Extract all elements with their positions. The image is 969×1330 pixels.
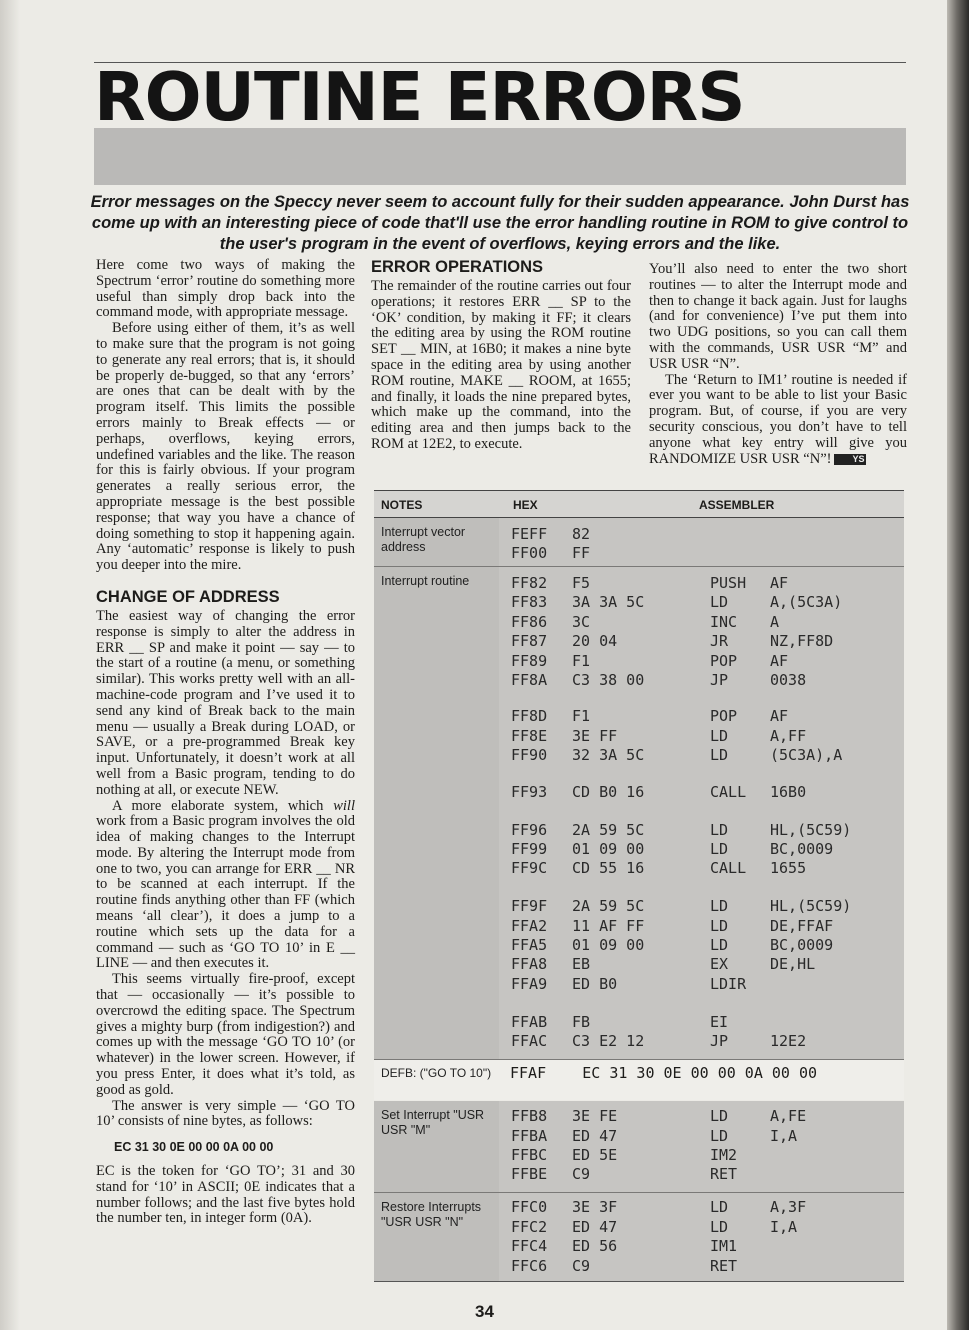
- operands: A,3F: [770, 1198, 807, 1216]
- section-heading: ERROR OPERATIONS: [371, 258, 544, 276]
- section-heading: CHANGE OF ADDRESS: [96, 587, 280, 606]
- byte-sequence: EC 31 30 0E 00 00 0A 00 00: [114, 1140, 274, 1155]
- paragraph: [96, 799, 355, 973]
- operands: NZ,FF8D: [770, 632, 834, 650]
- address: FF8D: [511, 707, 548, 725]
- column-2: [371, 258, 631, 453]
- intro-standfirst: Error messages on the Speccy never seem to account fully for their sudden appearance. John Durst has come up with an interesting piece of code that'll use the error handling routine in ROM to give control to the user's program in the event of overflows, keying errors and the like.: [90, 193, 910, 253]
- operands: I,A: [770, 1218, 798, 1236]
- address: FFB8: [511, 1107, 548, 1125]
- mnemonic: JR: [710, 632, 729, 650]
- mnemonic: CALL: [710, 783, 747, 801]
- mnemonic: IM2: [710, 1146, 738, 1164]
- code-table: [374, 490, 904, 1281]
- text-run: work from a Basic program involves the old idea of making changes to the Interrupt mode. By altering the Interrupt mode from one to two, you can arrange for ERR __ NR to be scanned at each interrupt. If the routine finds anything other than FF (which means ‘all clear’), it does a jump to a routine which sets up the data for a command — such as ‘GO TO 10’ in E __ LINE — and then executes it.: [96, 813, 355, 972]
- hex-bytes: CD B0 16: [572, 783, 645, 801]
- operands: AF: [770, 707, 789, 725]
- section-note: Interrupt routine: [381, 574, 470, 588]
- paragraph: This seems virtually fire-proof, except that — occasionally — it’s possible to overcrowd the editing space. The Spectrum gives a mighty burp (from indigestion?) and comes up with the message ‘GO TO 10’ (or whatever) in the lower screen. However, if you press Enter, it does what it’s told, as good as gold.: [96, 971, 355, 1098]
- section-note: Interrupt vector address: [381, 525, 466, 554]
- hex-bytes: 3C: [572, 613, 591, 631]
- hex-bytes: EB: [572, 955, 591, 973]
- address: FF8E: [511, 727, 548, 745]
- hex-bytes: ED 5E: [572, 1146, 618, 1164]
- address: FF9C: [511, 859, 548, 877]
- hex-bytes: F1: [572, 652, 591, 670]
- hex-bytes: C3 38 00: [572, 671, 645, 689]
- mnemonic: LD: [710, 897, 729, 915]
- hex-bytes: 3E 3F: [572, 1198, 618, 1216]
- mnemonic: CALL: [710, 859, 747, 877]
- mnemonic: LD: [710, 1107, 729, 1125]
- header-assembler: ASSEMBLER: [699, 498, 775, 512]
- operands: HL,(5C59): [770, 897, 852, 915]
- column-3: [649, 262, 907, 467]
- paragraph: The answer is very simple — ‘GO TO 10’ consists of nine bytes, as follows:: [96, 1097, 355, 1130]
- text-run: The ‘Return to IM1’ routine is needed if ever you want to be able to list your Basic program. But, of course, if you are very security conscious, you don’t have to tell anyone what key entry will give you RANDOMIZE USR USR “N”!: [649, 371, 907, 467]
- operands: DE,FFAF: [770, 917, 834, 935]
- hex-bytes: 3E FE: [572, 1107, 618, 1125]
- text-run: A more elaborate system, which: [112, 797, 334, 814]
- operands: AF: [770, 574, 789, 592]
- end-mark: YS: [834, 454, 866, 465]
- table-section: [374, 1101, 904, 1193]
- page-number: 34: [475, 1302, 494, 1321]
- address: FFA8: [511, 955, 548, 973]
- page-title: ROUTINE ERRORS: [94, 68, 745, 126]
- hex-bytes: FB: [572, 1013, 591, 1031]
- hex-bytes: ED B0: [572, 975, 618, 993]
- paragraph: The easiest way of changing the error response is simply to alter the address in ERR __ SP and make it point — say — to the start of a routine (a menu, or something similar). This works pretty well with an all-machine-code program and I’ve used it to send any kind of Break back to the main menu — usually a Break during LOAD, or SAVE, or a pre-programmed Break key input. Unfortunately, it doesn’t work at all well from a Basic program, tending to do nothing at all, or execute NEW.: [96, 607, 355, 798]
- address: FF00: [511, 544, 548, 562]
- hex-bytes: ED 56: [572, 1237, 618, 1255]
- hex-bytes: 32 3A 5C: [572, 746, 645, 764]
- operands: BC,0009: [770, 936, 834, 954]
- operands: AF: [770, 652, 789, 670]
- section-note: Restore Interrupts "USR USR "N": [381, 1200, 482, 1229]
- hex-bytes: 82: [572, 525, 591, 543]
- operands: 12E2: [770, 1032, 807, 1050]
- section-note: DEFB: ("GO TO 10"): [381, 1066, 492, 1080]
- operands: 16B0: [770, 783, 807, 801]
- address: FF83: [511, 593, 548, 611]
- table-header: [374, 490, 904, 518]
- mnemonic: RET: [710, 1165, 738, 1183]
- operands: 1655: [770, 859, 807, 877]
- operands: I,A: [770, 1127, 798, 1145]
- operands: A,FF: [770, 727, 807, 745]
- operands: (5C3A),A: [770, 746, 843, 764]
- hex-bytes: 20 04: [572, 632, 618, 650]
- emphasis: will: [333, 797, 355, 814]
- address: FF8A: [511, 671, 548, 689]
- operands: HL,(5C59): [770, 821, 852, 839]
- mnemonic: PUSH: [710, 574, 747, 592]
- operands: A: [770, 613, 780, 631]
- address: FFAC: [511, 1032, 548, 1050]
- hex-bytes: 2A 59 5C: [572, 821, 645, 839]
- mnemonic: LD: [710, 727, 729, 745]
- hex-bytes: 3E FF: [572, 727, 618, 745]
- header-hex: HEX: [513, 498, 538, 512]
- section-note: Set Interrupt "USR USR "M": [381, 1108, 485, 1137]
- table-section: [374, 1193, 904, 1282]
- mnemonic: LD: [710, 917, 729, 935]
- defb-bytes: FFAF EC 31 30 0E 00 00 0A 00 00: [510, 1064, 818, 1082]
- page-margin-shadow: [0, 0, 20, 1330]
- mnemonic: EX: [710, 955, 729, 973]
- address: FF99: [511, 840, 548, 858]
- mnemonic: LDIR: [710, 975, 747, 993]
- hex-bytes: FF: [572, 544, 591, 562]
- mnemonic: JP: [710, 1032, 729, 1050]
- mnemonic: IM1: [710, 1237, 738, 1255]
- hex-bytes: C3 E2 12: [572, 1032, 645, 1050]
- operands: A,(5C3A): [770, 593, 843, 611]
- operands: BC,0009: [770, 840, 834, 858]
- table-section: [374, 567, 904, 1060]
- mnemonic: POP: [710, 652, 738, 670]
- operands: DE,HL: [770, 955, 816, 973]
- mnemonic: LD: [710, 746, 729, 764]
- address: FF90: [511, 746, 548, 764]
- address: FFA9: [511, 975, 548, 993]
- address: FF96: [511, 821, 548, 839]
- mnemonic: EI: [710, 1013, 729, 1031]
- column-1: [96, 258, 355, 1227]
- hex-bytes: 11 AF FF: [572, 917, 645, 935]
- hex-bytes: 2A 59 5C: [572, 897, 645, 915]
- mnemonic: JP: [710, 671, 729, 689]
- address: FEFF: [511, 525, 548, 543]
- header-notes: NOTES: [381, 498, 423, 512]
- mnemonic: RET: [710, 1257, 738, 1275]
- paragraph: [649, 373, 907, 468]
- hex-bytes: C9: [572, 1165, 591, 1183]
- address: FFBE: [511, 1165, 548, 1183]
- address: FFA5: [511, 936, 548, 954]
- notes-cell: [374, 567, 499, 1059]
- address: FF86: [511, 613, 548, 631]
- paragraph: Before using either of them, it’s as well to make sure that the program is not going to generate any real errors; that is, it should be properly de-bugged, so that any ‘errors’ are ones that can be dealt with by the program itself. This limits the possible errors mainly to Break effects — or perhaps, overflows, keying errors, undefined variables and the like. The reason for this is fairly obvious. If your program generates a really serious error, the appropriate message is the best possible response; that way you have a chance of doing something to stop it happening again. Any ‘automatic’ response is likely to push you deeper into the mire.: [96, 320, 355, 574]
- mnemonic: POP: [710, 707, 738, 725]
- mnemonic: LD: [710, 593, 729, 611]
- hex-bytes: ED 47: [572, 1127, 618, 1145]
- mnemonic: LD: [710, 1198, 729, 1216]
- hex-bytes: CD 55 16: [572, 859, 645, 877]
- mnemonic: LD: [710, 1127, 729, 1145]
- paragraph: You’ll also need to enter the two short routines — to alter the Interrupt mode and then to change it back again. Just for laughs (and for convenience) I’ve put them into two UDG positions, so you can call them with the commands, USR USR “M” and USR USR “N”.: [649, 261, 907, 372]
- address: FF82: [511, 574, 548, 592]
- defb-row: [374, 1060, 904, 1100]
- address: FFC4: [511, 1237, 548, 1255]
- operands: 0038: [770, 671, 807, 689]
- hex-bytes: F1: [572, 707, 591, 725]
- address: FF93: [511, 783, 548, 801]
- hex-bytes: 01 09 00: [572, 936, 645, 954]
- hex-bytes: ED 47: [572, 1218, 618, 1236]
- address: FFBA: [511, 1127, 548, 1145]
- hex-bytes: 01 09 00: [572, 840, 645, 858]
- address: FFC2: [511, 1218, 548, 1236]
- operands: A,FE: [770, 1107, 807, 1125]
- address: FFBC: [511, 1146, 548, 1164]
- mnemonic: LD: [710, 840, 729, 858]
- mnemonic: LD: [710, 936, 729, 954]
- table-section: [374, 518, 904, 567]
- title-band: [94, 128, 906, 185]
- address: FF87: [511, 632, 548, 650]
- paragraph: EC is the token for ‘GO TO’; 31 and 30 stand for ‘10’ in ASCII; 0E indicates that a number follows; and the last five bytes hold the number ten, in integer form (0A).: [96, 1163, 355, 1227]
- paragraph: Here come two ways of making the Spectrum ‘error’ routine do something more useful than simply drop back into the command mode, with appropriate message.: [96, 257, 355, 321]
- mnemonic: INC: [710, 613, 738, 631]
- address: FF9F: [511, 897, 548, 915]
- paragraph: The remainder of the routine carries out four operations; it restores ERR __ SP to the ‘OK’ condition, by making it FF; it clears the editing area by using the ROM routine SET __ MIN, at 16B0; it makes a nine byte space in the editing area by using another ROM routine, MAKE __ ROOM, at 1655; and finally, it loads the nine prepared bytes, which make up the command, into the editing area and then jumps back to the ROM at 12E2, to execute.: [371, 278, 631, 452]
- hex-bytes: 3A 3A 5C: [572, 593, 645, 611]
- address: FF89: [511, 652, 548, 670]
- address: FFA2: [511, 917, 548, 935]
- hex-bytes: F5: [572, 574, 591, 592]
- hex-bytes: C9: [572, 1257, 591, 1275]
- top-rule: [94, 62, 906, 63]
- mnemonic: LD: [710, 821, 729, 839]
- mnemonic: LD: [710, 1218, 729, 1236]
- address: FFC0: [511, 1198, 548, 1216]
- binding-spine: [947, 0, 969, 1330]
- address: FFC6: [511, 1257, 548, 1275]
- address: FFAB: [511, 1013, 548, 1031]
